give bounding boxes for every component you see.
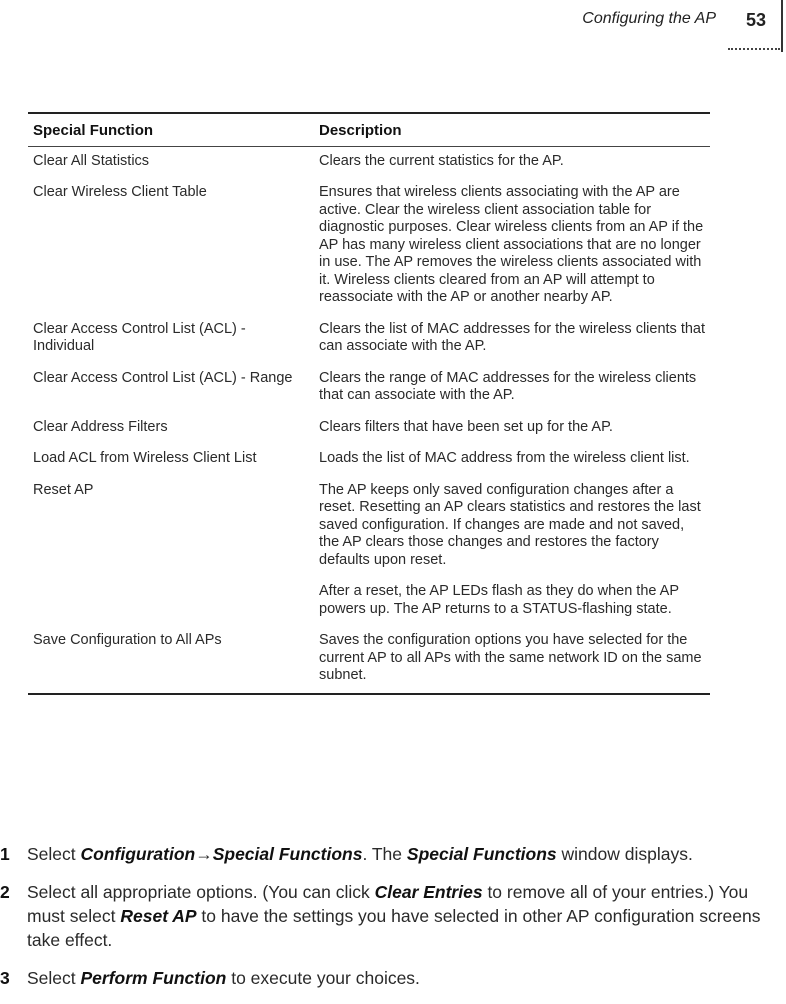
- page-number: 53: [746, 10, 767, 30]
- step-text: to have the settings you have selected in other AP conﬁguration screens take effect.: [27, 906, 761, 950]
- ui-term: Perform Function: [80, 968, 227, 988]
- description-cell: [314, 315, 710, 364]
- step-text: window displays.: [556, 844, 693, 864]
- column-header-special-function: Special Function: [28, 113, 314, 146]
- table-row: [28, 476, 710, 627]
- step-number: 3: [0, 968, 10, 988]
- corner-rule: [781, 0, 783, 52]
- special-functions-table: [28, 112, 710, 695]
- table-row: [28, 444, 710, 476]
- ui-term: Special Functions: [212, 844, 363, 864]
- running-header-title: Configuring the AP: [582, 10, 716, 27]
- function-cell: Reset AP: [33, 481, 94, 498]
- step-item: [0, 842, 786, 866]
- description-text: Clears the range of MAC addresses for the wireless clients that can associate with the AP.: [319, 369, 697, 403]
- corner-dotted-rule: [728, 42, 780, 50]
- description-text: Clears the list of MAC addresses for the wireless clients that can associate with the AP.: [319, 320, 706, 354]
- description-cell: [314, 476, 710, 627]
- ui-term: Reset AP: [120, 906, 197, 926]
- page-header: [0, 0, 786, 60]
- step-item: [0, 880, 786, 952]
- description-text: Clears the current statistics for the AP.: [319, 152, 564, 169]
- description-text: Saves the configuration options you have selected for the current AP to all APs with the same network ID on the same subnet.: [319, 632, 702, 683]
- step-number: 1: [0, 844, 10, 864]
- table-row: [28, 315, 710, 364]
- ui-term: Clear Entries: [374, 882, 483, 902]
- step-text: . The: [362, 844, 407, 864]
- table-header-row: [28, 113, 710, 146]
- step-text: to execute your choices.: [226, 968, 420, 988]
- description-cell: [314, 626, 710, 694]
- procedure-steps: [0, 842, 786, 1004]
- step-text: Select all appropriate options. (You can click: [27, 882, 375, 902]
- description-text: The AP keeps only saved configuration changes after a reset. Resetting an AP clears statistics and restores the last saved configuration. If changes are made and not saved, the AP clears those changes and restores the factory defaults upon reset.: [319, 481, 701, 568]
- description-cell: [314, 444, 710, 476]
- description-text: Loads the list of MAC address from the wireless client list.: [319, 450, 690, 466]
- function-cell: Clear Wireless Client Table: [33, 184, 207, 200]
- description-cell: [314, 364, 710, 413]
- arrow-icon: →: [195, 844, 213, 864]
- table-row: [28, 146, 710, 178]
- table-row: [28, 178, 710, 315]
- description-text: Ensures that wireless clients associating with the AP are active. Clear the wireless client association table for diagnostic purposes. Clear wireless clients from an AP if the AP has many wireless client associations that are no longer in use. The AP removes the wireless clients associated with it. Wireless clients cleared from an AP will attempt to reassociate with the AP or another nearby AP.: [319, 184, 704, 305]
- function-cell: Load ACL from Wireless Client List: [33, 450, 257, 466]
- step-text: to remove all of your entries.) You must select: [27, 882, 749, 926]
- ui-term: Configuration: [80, 844, 196, 864]
- step-text: Select: [27, 968, 81, 988]
- ui-term: Special Functions: [406, 844, 557, 864]
- step-text: Select: [27, 844, 81, 864]
- function-cell: Clear Address Filters: [33, 418, 168, 435]
- table-row: [28, 413, 710, 445]
- table-row: [28, 626, 710, 694]
- description-cell: [314, 413, 710, 445]
- description-text: After a reset, the AP LEDs flash as they do when the AP powers up. The AP returns to a STATUS-flashing state.: [319, 583, 679, 617]
- function-cell: Clear All Statistics: [33, 152, 150, 169]
- step-item: [0, 966, 786, 990]
- function-cell: Save Configuration to All APs: [33, 632, 222, 648]
- step-number: 2: [0, 882, 10, 902]
- column-header-description: Description: [314, 113, 710, 146]
- function-cell: Clear Access Control List (ACL) - Range: [33, 369, 293, 386]
- function-cell: Clear Access Control List (ACL) - Individual: [33, 320, 246, 354]
- description-cell: [314, 178, 710, 315]
- table-row: [28, 364, 710, 413]
- description-text: Clears filters that have been set up for the AP.: [319, 418, 613, 435]
- description-cell: [314, 146, 710, 178]
